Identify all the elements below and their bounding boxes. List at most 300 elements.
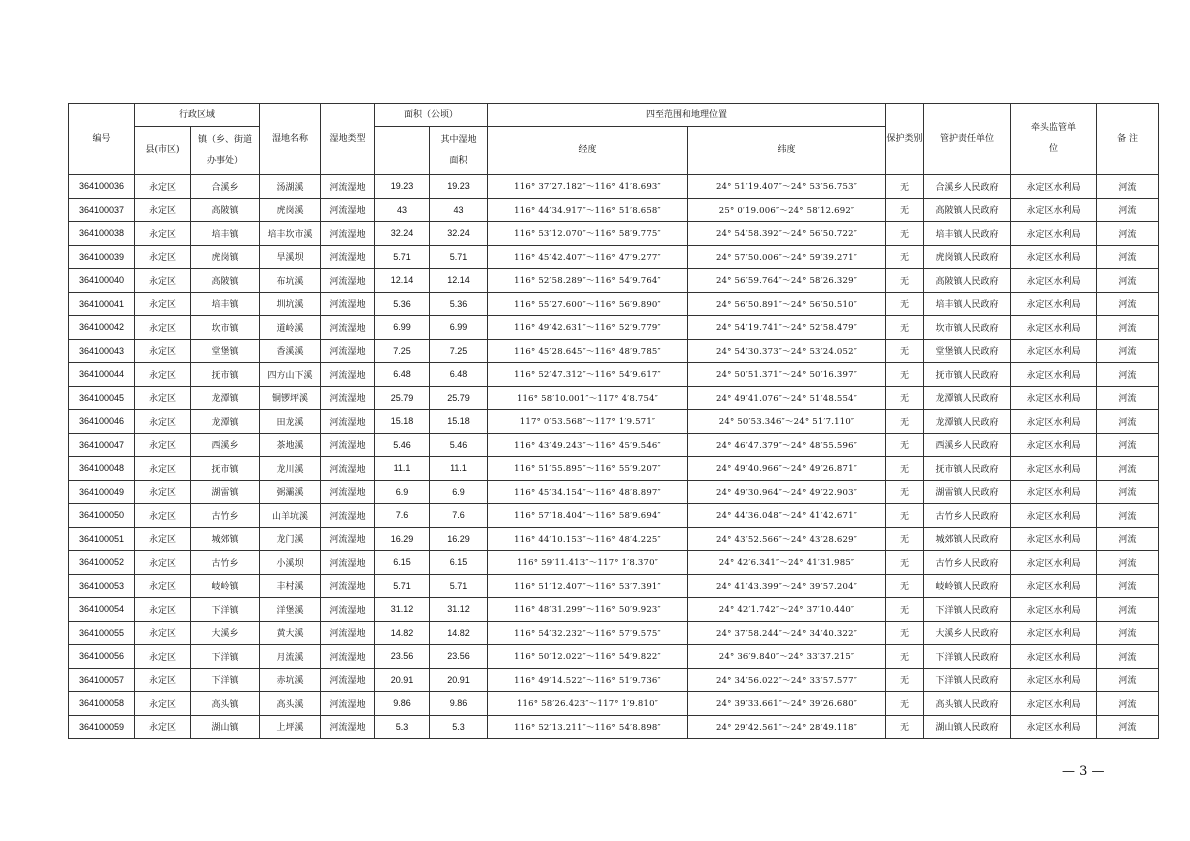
cell-longitude: 116° 50′12.022″～116° 54′9.822″ — [488, 645, 688, 669]
cell-wetland-type: 河流湿地 — [321, 715, 375, 739]
cell-wetland-name: 丰村溪 — [260, 574, 321, 598]
cell-area: 20.91 — [375, 668, 430, 692]
cell-longitude: 116° 55′27.600″～116° 56′9.890″ — [488, 292, 688, 316]
cell-protection: 无 — [886, 598, 924, 622]
cell-wetland-area: 7.6 — [430, 504, 488, 528]
cell-responsible-unit: 合溪乡人民政府 — [924, 175, 1011, 199]
cell-wetland-area: 19.23 — [430, 175, 488, 199]
cell-supervisor: 永定区水利局 — [1011, 645, 1097, 669]
cell-supervisor: 永定区水利局 — [1011, 292, 1097, 316]
cell-wetland-type: 河流湿地 — [321, 363, 375, 387]
cell-latitude: 24° 42′6.341″～24° 41′31.985″ — [688, 551, 886, 575]
table-row — [69, 504, 1159, 528]
cell-latitude: 24° 49′30.964″～24° 49′22.903″ — [688, 480, 886, 504]
cell-supervisor: 永定区水利局 — [1011, 222, 1097, 246]
cell-responsible-unit: 古竹乡人民政府 — [924, 504, 1011, 528]
table-row — [69, 386, 1159, 410]
cell-latitude: 24° 56′59.764″～24° 58′26.329″ — [688, 269, 886, 293]
cell-protection: 无 — [886, 715, 924, 739]
cell-latitude: 24° 29′42.561″～24° 28′49.118″ — [688, 715, 886, 739]
cell-county: 永定区 — [135, 433, 191, 457]
cell-wetland-type: 河流湿地 — [321, 551, 375, 575]
table-row — [69, 668, 1159, 692]
table-row — [69, 245, 1159, 269]
cell-wetland-area: 23.56 — [430, 645, 488, 669]
cell-county: 永定区 — [135, 574, 191, 598]
cell-latitude: 24° 39′33.661″～24° 39′26.680″ — [688, 692, 886, 716]
cell-supervisor: 永定区水利局 — [1011, 715, 1097, 739]
cell-wetland-name: 四方山下溪 — [260, 363, 321, 387]
cell-town: 堂堡镇 — [191, 339, 260, 363]
cell-responsible-unit: 虎岗镇人民政府 — [924, 245, 1011, 269]
cell-wetland-area: 6.48 — [430, 363, 488, 387]
table-row — [69, 715, 1159, 739]
cell-wetland-name: 赤坑溪 — [260, 668, 321, 692]
cell-county: 永定区 — [135, 386, 191, 410]
cell-wetland-name: 茶地溪 — [260, 433, 321, 457]
cell-wetland-name: 洋堡溪 — [260, 598, 321, 622]
cell-town: 抚市镇 — [191, 457, 260, 481]
cell-wetland-name: 布坑溪 — [260, 269, 321, 293]
cell-remark: 河流 — [1097, 410, 1159, 434]
cell-remark: 河流 — [1097, 668, 1159, 692]
cell-wetland-area: 5.3 — [430, 715, 488, 739]
cell-area: 23.56 — [375, 645, 430, 669]
cell-town: 古竹乡 — [191, 504, 260, 528]
cell-town: 虎岗镇 — [191, 245, 260, 269]
cell-remark: 河流 — [1097, 222, 1159, 246]
cell-protection: 无 — [886, 410, 924, 434]
cell-remark: 河流 — [1097, 692, 1159, 716]
header-wetland-name: 湿地名称 — [260, 104, 321, 175]
cell-responsible-unit: 下洋镇人民政府 — [924, 598, 1011, 622]
cell-protection: 无 — [886, 692, 924, 716]
cell-remark: 河流 — [1097, 598, 1159, 622]
header-latitude: 纬度 — [688, 127, 886, 175]
cell-area: 31.12 — [375, 598, 430, 622]
cell-wetland-type: 河流湿地 — [321, 692, 375, 716]
cell-code: 364100047 — [69, 433, 135, 457]
cell-latitude: 24° 50′51.371″～24° 50′16.397″ — [688, 363, 886, 387]
cell-area: 5.36 — [375, 292, 430, 316]
cell-responsible-unit: 湖雷镇人民政府 — [924, 480, 1011, 504]
cell-wetland-name: 旱溪坝 — [260, 245, 321, 269]
cell-county: 永定区 — [135, 692, 191, 716]
cell-wetland-type: 河流湿地 — [321, 598, 375, 622]
table-row — [69, 574, 1159, 598]
cell-longitude: 116° 45′42.407″～116° 47′9.277″ — [488, 245, 688, 269]
cell-supervisor: 永定区水利局 — [1011, 339, 1097, 363]
cell-protection: 无 — [886, 292, 924, 316]
table-row — [69, 198, 1159, 222]
cell-code: 364100054 — [69, 598, 135, 622]
cell-protection: 无 — [886, 316, 924, 340]
cell-remark: 河流 — [1097, 504, 1159, 528]
cell-wetland-name: 虎岗溪 — [260, 198, 321, 222]
cell-wetland-type: 河流湿地 — [321, 621, 375, 645]
cell-town: 湖山镇 — [191, 715, 260, 739]
cell-code: 364100046 — [69, 410, 135, 434]
cell-code: 364100055 — [69, 621, 135, 645]
cell-wetland-type: 河流湿地 — [321, 645, 375, 669]
cell-responsible-unit: 西溪乡人民政府 — [924, 433, 1011, 457]
cell-wetland-area: 25.79 — [430, 386, 488, 410]
cell-supervisor: 永定区水利局 — [1011, 198, 1097, 222]
cell-remark: 河流 — [1097, 339, 1159, 363]
cell-responsible-unit: 大溪乡人民政府 — [924, 621, 1011, 645]
wetland-table — [68, 103, 1159, 739]
table-row — [69, 645, 1159, 669]
cell-wetland-name: 龙川溪 — [260, 457, 321, 481]
cell-wetland-type: 河流湿地 — [321, 222, 375, 246]
cell-longitude: 116° 51′12.407″～116° 53′7.391″ — [488, 574, 688, 598]
cell-latitude: 24° 42′1.742″～24° 37′10.440″ — [688, 598, 886, 622]
table-body — [69, 175, 1159, 739]
cell-remark: 河流 — [1097, 316, 1159, 340]
cell-latitude: 24° 49′40.966″～24° 49′26.871″ — [688, 457, 886, 481]
cell-town: 古竹乡 — [191, 551, 260, 575]
cell-wetland-name: 黄大溪 — [260, 621, 321, 645]
cell-town: 岐岭镇 — [191, 574, 260, 598]
cell-supervisor: 永定区水利局 — [1011, 480, 1097, 504]
cell-latitude: 24° 54′19.741″～24° 52′58.479″ — [688, 316, 886, 340]
cell-latitude: 24° 49′41.076″～24° 51′48.554″ — [688, 386, 886, 410]
cell-wetland-name: 月流溪 — [260, 645, 321, 669]
cell-latitude: 24° 50′53.346″～24° 51′7.110″ — [688, 410, 886, 434]
cell-town: 城郊镇 — [191, 527, 260, 551]
cell-county: 永定区 — [135, 245, 191, 269]
cell-longitude: 116° 37′27.182″～116° 41′8.693″ — [488, 175, 688, 199]
cell-area: 9.86 — [375, 692, 430, 716]
cell-wetland-name: 山羊坑溪 — [260, 504, 321, 528]
cell-wetland-type: 河流湿地 — [321, 269, 375, 293]
table-row — [69, 410, 1159, 434]
cell-supervisor: 永定区水利局 — [1011, 574, 1097, 598]
header-area-total — [375, 127, 430, 175]
cell-code: 364100036 — [69, 175, 135, 199]
cell-wetland-area: 16.29 — [430, 527, 488, 551]
page-number: — 3 — — [1062, 764, 1105, 779]
cell-supervisor: 永定区水利局 — [1011, 551, 1097, 575]
cell-wetland-name: 小溪坝 — [260, 551, 321, 575]
cell-longitude: 116° 43′49.243″～116° 45′9.546″ — [488, 433, 688, 457]
cell-town: 抚市镇 — [191, 363, 260, 387]
cell-code: 364100039 — [69, 245, 135, 269]
cell-wetland-name: 圳坑溪 — [260, 292, 321, 316]
cell-county: 永定区 — [135, 363, 191, 387]
table-row — [69, 598, 1159, 622]
cell-wetland-name: 香溪溪 — [260, 339, 321, 363]
cell-area: 5.71 — [375, 245, 430, 269]
cell-supervisor: 永定区水利局 — [1011, 386, 1097, 410]
cell-protection: 无 — [886, 245, 924, 269]
cell-latitude: 24° 36′9.840″～24° 33′37.215″ — [688, 645, 886, 669]
cell-code: 364100058 — [69, 692, 135, 716]
cell-county: 永定区 — [135, 621, 191, 645]
cell-county: 永定区 — [135, 504, 191, 528]
cell-protection: 无 — [886, 574, 924, 598]
cell-latitude: 25° 0′19.006″～24° 58′12.692″ — [688, 198, 886, 222]
table-row — [69, 692, 1159, 716]
cell-area: 6.99 — [375, 316, 430, 340]
cell-county: 永定区 — [135, 339, 191, 363]
cell-protection: 无 — [886, 222, 924, 246]
table-row — [69, 433, 1159, 457]
table-row — [69, 551, 1159, 575]
cell-code: 364100059 — [69, 715, 135, 739]
header-range-location: 四至范围和地理位置 — [488, 104, 886, 127]
cell-protection: 无 — [886, 645, 924, 669]
cell-protection: 无 — [886, 339, 924, 363]
cell-code: 364100045 — [69, 386, 135, 410]
cell-remark: 河流 — [1097, 551, 1159, 575]
cell-town: 湖雷镇 — [191, 480, 260, 504]
cell-area: 19.23 — [375, 175, 430, 199]
cell-wetland-area: 15.18 — [430, 410, 488, 434]
cell-wetland-area: 6.15 — [430, 551, 488, 575]
cell-latitude: 24° 56′50.891″～24° 56′50.510″ — [688, 292, 886, 316]
cell-county: 永定区 — [135, 292, 191, 316]
cell-latitude: 24° 34′56.022″～24° 33′57.577″ — [688, 668, 886, 692]
cell-area: 43 — [375, 198, 430, 222]
cell-longitude: 116° 48′31.299″～116° 50′9.923″ — [488, 598, 688, 622]
cell-town: 下洋镇 — [191, 598, 260, 622]
cell-wetland-type: 河流湿地 — [321, 175, 375, 199]
cell-longitude: 116° 53′12.070″～116° 58′9.775″ — [488, 222, 688, 246]
cell-wetland-name: 汤湖溪 — [260, 175, 321, 199]
cell-wetland-name: 龙门溪 — [260, 527, 321, 551]
cell-town: 高陂镇 — [191, 269, 260, 293]
cell-town: 下洋镇 — [191, 668, 260, 692]
header-area: 面积（公顷） — [375, 104, 488, 127]
cell-wetland-area: 11.1 — [430, 457, 488, 481]
cell-longitude: 116° 49′14.522″～116° 51′9.736″ — [488, 668, 688, 692]
table-row — [69, 621, 1159, 645]
table-row — [69, 339, 1159, 363]
header-protection: 保护类别 — [886, 104, 924, 175]
cell-supervisor: 永定区水利局 — [1011, 668, 1097, 692]
cell-wetland-type: 河流湿地 — [321, 433, 375, 457]
header-town: 镇（乡、街道办事处） — [191, 127, 260, 175]
cell-remark: 河流 — [1097, 715, 1159, 739]
cell-remark: 河流 — [1097, 292, 1159, 316]
cell-wetland-type: 河流湿地 — [321, 339, 375, 363]
cell-responsible-unit: 培丰镇人民政府 — [924, 292, 1011, 316]
cell-supervisor: 永定区水利局 — [1011, 410, 1097, 434]
cell-longitude: 116° 58′10.001″～117° 4′8.754″ — [488, 386, 688, 410]
cell-wetland-name: 道岭溪 — [260, 316, 321, 340]
cell-county: 永定区 — [135, 668, 191, 692]
cell-responsible-unit: 高陂镇人民政府 — [924, 269, 1011, 293]
cell-wetland-area: 43 — [430, 198, 488, 222]
cell-wetland-area: 6.99 — [430, 316, 488, 340]
cell-code: 364100041 — [69, 292, 135, 316]
cell-remark: 河流 — [1097, 245, 1159, 269]
cell-county: 永定区 — [135, 198, 191, 222]
cell-county: 永定区 — [135, 715, 191, 739]
cell-supervisor: 永定区水利局 — [1011, 363, 1097, 387]
cell-code: 364100042 — [69, 316, 135, 340]
cell-wetland-area: 14.82 — [430, 621, 488, 645]
cell-latitude: 24° 57′50.006″～24° 59′39.271″ — [688, 245, 886, 269]
cell-supervisor: 永定区水利局 — [1011, 457, 1097, 481]
cell-protection: 无 — [886, 363, 924, 387]
cell-supervisor: 永定区水利局 — [1011, 692, 1097, 716]
cell-area: 6.9 — [375, 480, 430, 504]
cell-town: 下洋镇 — [191, 645, 260, 669]
cell-protection: 无 — [886, 621, 924, 645]
cell-area: 5.71 — [375, 574, 430, 598]
cell-code: 364100051 — [69, 527, 135, 551]
cell-wetland-type: 河流湿地 — [321, 410, 375, 434]
cell-town: 高陂镇 — [191, 198, 260, 222]
cell-code: 364100044 — [69, 363, 135, 387]
cell-responsible-unit: 湖山镇人民政府 — [924, 715, 1011, 739]
cell-longitude: 116° 44′10.153″～116° 48′4.225″ — [488, 527, 688, 551]
cell-wetland-name: 弼灞溪 — [260, 480, 321, 504]
cell-code: 364100043 — [69, 339, 135, 363]
cell-supervisor: 永定区水利局 — [1011, 598, 1097, 622]
cell-wetland-type: 河流湿地 — [321, 316, 375, 340]
cell-protection: 无 — [886, 551, 924, 575]
cell-town: 培丰镇 — [191, 222, 260, 246]
cell-wetland-type: 河流湿地 — [321, 292, 375, 316]
cell-town: 高头镇 — [191, 692, 260, 716]
cell-area: 16.29 — [375, 527, 430, 551]
cell-remark: 河流 — [1097, 480, 1159, 504]
cell-area: 32.24 — [375, 222, 430, 246]
cell-county: 永定区 — [135, 222, 191, 246]
cell-wetland-area: 6.9 — [430, 480, 488, 504]
cell-responsible-unit: 龙潭镇人民政府 — [924, 386, 1011, 410]
cell-county: 永定区 — [135, 175, 191, 199]
cell-responsible-unit: 城郊镇人民政府 — [924, 527, 1011, 551]
cell-protection: 无 — [886, 386, 924, 410]
cell-wetland-type: 河流湿地 — [321, 527, 375, 551]
cell-longitude: 116° 52′58.289″～116° 54′9.764″ — [488, 269, 688, 293]
cell-area: 25.79 — [375, 386, 430, 410]
cell-latitude: 24° 37′58.244″～24° 34′40.322″ — [688, 621, 886, 645]
cell-latitude: 24° 43′52.566″～24° 43′28.629″ — [688, 527, 886, 551]
cell-remark: 河流 — [1097, 363, 1159, 387]
cell-area: 7.6 — [375, 504, 430, 528]
cell-county: 永定区 — [135, 269, 191, 293]
header-longitude: 经度 — [488, 127, 688, 175]
header-admin-region: 行政区域 — [135, 104, 260, 127]
cell-town: 培丰镇 — [191, 292, 260, 316]
cell-latitude: 24° 51′19.407″～24° 53′56.753″ — [688, 175, 886, 199]
cell-latitude: 24° 46′47.379″～24° 48′55.596″ — [688, 433, 886, 457]
cell-remark: 河流 — [1097, 457, 1159, 481]
cell-remark: 河流 — [1097, 645, 1159, 669]
cell-responsible-unit: 高陂镇人民政府 — [924, 198, 1011, 222]
cell-supervisor: 永定区水利局 — [1011, 175, 1097, 199]
header-area-wetland: 其中湿地面积 — [430, 127, 488, 175]
header-wetland-type: 湿地类型 — [321, 104, 375, 175]
cell-remark: 河流 — [1097, 386, 1159, 410]
cell-responsible-unit: 古竹乡人民政府 — [924, 551, 1011, 575]
cell-longitude: 116° 52′47.312″～116° 54′9.617″ — [488, 363, 688, 387]
cell-wetland-type: 河流湿地 — [321, 480, 375, 504]
cell-longitude: 116° 51′55.895″～116° 55′9.207″ — [488, 457, 688, 481]
cell-wetland-area: 5.36 — [430, 292, 488, 316]
header-supervisor: 牵头监管单位 — [1011, 104, 1097, 175]
cell-wetland-area: 5.71 — [430, 574, 488, 598]
cell-longitude: 116° 45′28.645″～116° 48′9.785″ — [488, 339, 688, 363]
cell-remark: 河流 — [1097, 198, 1159, 222]
cell-remark: 河流 — [1097, 621, 1159, 645]
cell-county: 永定区 — [135, 645, 191, 669]
cell-remark: 河流 — [1097, 433, 1159, 457]
cell-county: 永定区 — [135, 527, 191, 551]
cell-protection: 无 — [886, 480, 924, 504]
cell-longitude: 116° 54′32.232″～116° 57′9.575″ — [488, 621, 688, 645]
cell-county: 永定区 — [135, 316, 191, 340]
cell-remark: 河流 — [1097, 175, 1159, 199]
cell-wetland-area: 32.24 — [430, 222, 488, 246]
cell-remark: 河流 — [1097, 269, 1159, 293]
cell-area: 12.14 — [375, 269, 430, 293]
cell-wetland-name: 铜锣坪溪 — [260, 386, 321, 410]
cell-latitude: 24° 54′30.373″～24° 53′24.052″ — [688, 339, 886, 363]
header-responsible-unit: 管护责任单位 — [924, 104, 1011, 175]
cell-code: 364100048 — [69, 457, 135, 481]
table-row — [69, 222, 1159, 246]
cell-area: 6.15 — [375, 551, 430, 575]
cell-code: 364100057 — [69, 668, 135, 692]
cell-latitude: 24° 44′36.048″～24° 41′42.671″ — [688, 504, 886, 528]
cell-protection: 无 — [886, 433, 924, 457]
cell-code: 364100056 — [69, 645, 135, 669]
cell-wetland-type: 河流湿地 — [321, 668, 375, 692]
cell-responsible-unit: 岐岭镇人民政府 — [924, 574, 1011, 598]
header-remark: 备 注 — [1097, 104, 1159, 175]
cell-wetland-area: 31.12 — [430, 598, 488, 622]
cell-code: 364100049 — [69, 480, 135, 504]
cell-wetland-area: 5.46 — [430, 433, 488, 457]
cell-protection: 无 — [886, 198, 924, 222]
cell-responsible-unit: 坎市镇人民政府 — [924, 316, 1011, 340]
cell-wetland-area: 5.71 — [430, 245, 488, 269]
cell-latitude: 24° 54′58.392″～24° 56′50.722″ — [688, 222, 886, 246]
cell-responsible-unit: 下洋镇人民政府 — [924, 668, 1011, 692]
header-code: 编号 — [69, 104, 135, 175]
table-row — [69, 292, 1159, 316]
cell-county: 永定区 — [135, 410, 191, 434]
cell-wetland-type: 河流湿地 — [321, 386, 375, 410]
cell-responsible-unit: 抚市镇人民政府 — [924, 457, 1011, 481]
cell-responsible-unit: 培丰镇人民政府 — [924, 222, 1011, 246]
cell-area: 6.48 — [375, 363, 430, 387]
cell-code: 364100040 — [69, 269, 135, 293]
cell-supervisor: 永定区水利局 — [1011, 504, 1097, 528]
cell-responsible-unit: 高头镇人民政府 — [924, 692, 1011, 716]
cell-responsible-unit: 堂堡镇人民政府 — [924, 339, 1011, 363]
cell-town: 西溪乡 — [191, 433, 260, 457]
cell-wetland-type: 河流湿地 — [321, 504, 375, 528]
cell-wetland-area: 20.91 — [430, 668, 488, 692]
cell-wetland-type: 河流湿地 — [321, 245, 375, 269]
cell-longitude: 116° 45′34.154″～116° 48′8.897″ — [488, 480, 688, 504]
table-row — [69, 457, 1159, 481]
cell-latitude: 24° 41′43.399″～24° 39′57.204″ — [688, 574, 886, 598]
table-row — [69, 363, 1159, 387]
cell-remark: 河流 — [1097, 527, 1159, 551]
cell-town: 合溪乡 — [191, 175, 260, 199]
cell-longitude: 116° 44′34.917″～116° 51′8.658″ — [488, 198, 688, 222]
cell-wetland-name: 田龙溪 — [260, 410, 321, 434]
cell-wetland-area: 12.14 — [430, 269, 488, 293]
